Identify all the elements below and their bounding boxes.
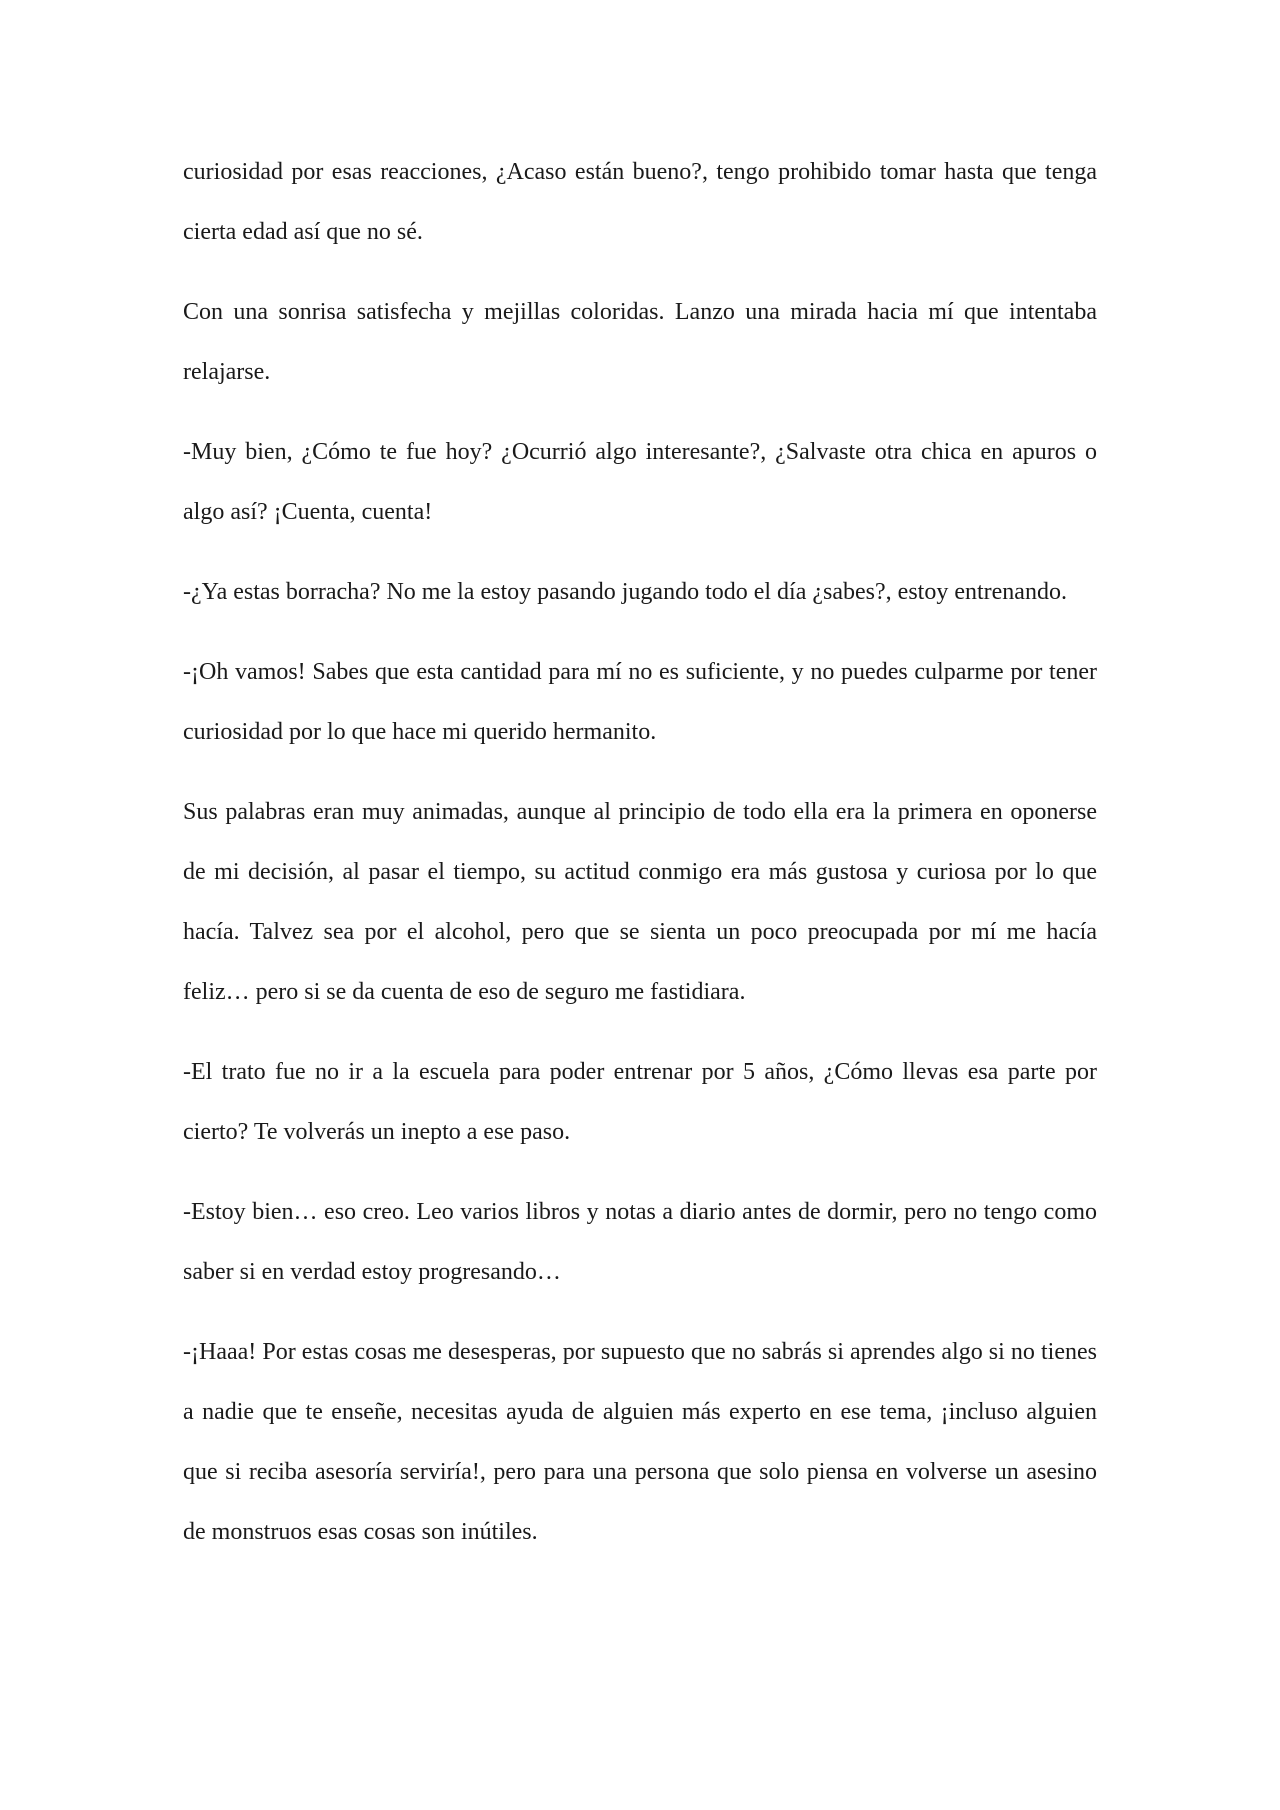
- paragraph: -Muy bien, ¿Cómo te fue hoy? ¿Ocurrió algo interesante?, ¿Salvaste otra chica en apuros o algo así? ¡Cuenta, cuenta!: [183, 439, 1097, 525]
- paragraph: curiosidad por esas reacciones, ¿Acaso están bueno?, tengo prohibido tomar hasta que tenga cierta edad así que no sé.: [183, 159, 1097, 245]
- paragraph: -Estoy bien… eso creo. Leo varios libros y notas a diario antes de dormir, pero no tengo como saber si en verdad estoy progresando…: [183, 1199, 1097, 1285]
- paragraph: -El trato fue no ir a la escuela para poder entrenar por 5 años, ¿Cómo llevas esa parte por cierto? Te volverás un inepto a ese paso.: [183, 1059, 1097, 1145]
- paragraph: -¡Haaa! Por estas cosas me desesperas, por supuesto que no sabrás si aprendes algo si no tienes a nadie que te enseñe, necesitas ayuda de alguien más experto en ese tema, ¡incluso alguien que si reciba asesoría serviría!, pero para una persona que solo piensa en volverse un asesino de monstruos esas cosas son inútiles.: [183, 1339, 1097, 1545]
- paragraph: -¡Oh vamos! Sabes que esta cantidad para mí no es suficiente, y no puedes culparme por tener curiosidad por lo que hace mi querido hermanito.: [183, 659, 1097, 745]
- paragraph: Con una sonrisa satisfecha y mejillas coloridas. Lanzo una mirada hacia mí que intentaba relajarse.: [183, 299, 1097, 385]
- body-text: [183, 142, 1097, 1582]
- paragraph: -¿Ya estas borracha? No me la estoy pasando jugando todo el día ¿sabes?, estoy entrenando.: [183, 579, 1067, 605]
- paragraph: Sus palabras eran muy animadas, aunque al principio de todo ella era la primera en oponerse de mi decisión, al pasar el tiempo, su actitud conmigo era más gustosa y curiosa por lo que hacía. Talvez sea por el alcohol, pero que se sienta un poco preocupada por mí me hacía feliz… pero si se da cuenta de eso de seguro me fastidiara.: [183, 799, 1097, 1005]
